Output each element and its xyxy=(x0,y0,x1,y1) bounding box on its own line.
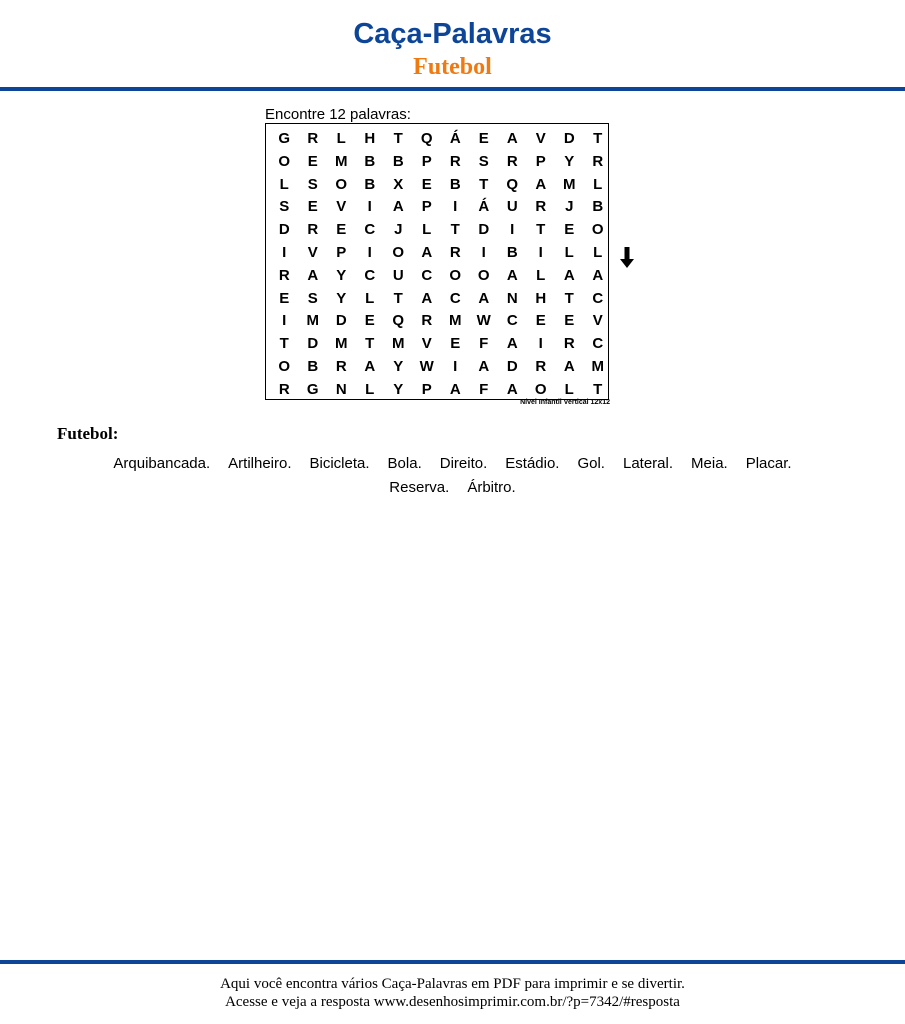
grid-cell: T xyxy=(393,289,403,307)
grid-cell: H xyxy=(364,130,376,147)
word-list xyxy=(40,452,865,499)
grid-cell: P xyxy=(421,380,432,398)
grid-cell: L xyxy=(564,380,574,398)
grid-cell: U xyxy=(506,198,518,216)
grid-cell: R xyxy=(307,130,319,147)
grid-cell: A xyxy=(478,357,490,375)
grid-cell: O xyxy=(392,243,405,261)
grid-cell: C xyxy=(364,266,376,284)
grid-cell: S xyxy=(478,152,489,170)
grid-cell: S xyxy=(307,289,318,307)
grid-cell: A xyxy=(506,335,518,353)
grid-cell: O xyxy=(278,357,291,375)
grid-cell: P xyxy=(421,152,432,170)
grid-cell: C xyxy=(506,312,518,330)
grid-cell: C xyxy=(421,266,433,284)
grid-cell: R xyxy=(449,243,461,261)
grid-cell: E xyxy=(535,312,546,330)
grid-row xyxy=(270,174,612,197)
word-list-item: Direito. xyxy=(439,455,488,472)
grid-cell: A xyxy=(449,380,461,398)
grid-cell: C xyxy=(449,289,461,307)
grid-cell: A xyxy=(506,130,518,147)
arrow-down-icon xyxy=(619,247,635,269)
grid-cell: E xyxy=(564,221,575,239)
grid-cell: C xyxy=(592,289,604,307)
header-divider xyxy=(0,87,905,91)
grid-cell: I xyxy=(453,198,458,216)
grid-cell: D xyxy=(563,130,575,147)
grid-cell: B xyxy=(592,198,604,216)
grid-cell: I xyxy=(481,243,486,261)
grid-cell: D xyxy=(478,221,490,239)
grid-cell: I xyxy=(510,221,515,239)
grid-cell: O xyxy=(591,221,604,239)
grid-cell: N xyxy=(506,289,518,307)
grid-cell: R xyxy=(421,312,433,330)
grid-cell: E xyxy=(478,130,489,147)
grid-cell: T xyxy=(365,335,375,353)
grid-cell: L xyxy=(564,243,574,261)
grid-cell: G xyxy=(278,130,291,147)
word-list-title: Futebol: xyxy=(57,424,119,443)
grid-cell: T xyxy=(564,289,574,307)
grid-cell: C xyxy=(364,221,376,239)
grid-cell: X xyxy=(393,175,404,193)
grid-cell: T xyxy=(393,130,403,147)
grid-cell: W xyxy=(419,357,434,375)
grid-cell: A xyxy=(592,266,604,284)
grid-cell: H xyxy=(535,289,547,307)
grid-cell: R xyxy=(506,152,518,170)
grid-cell: E xyxy=(307,198,318,216)
word-list-item: Bicicleta. xyxy=(309,455,370,472)
grid-cell: R xyxy=(449,152,461,170)
grid-cell: Y xyxy=(393,380,404,398)
grid-cell: V xyxy=(592,312,603,330)
grid-cell: F xyxy=(479,335,489,353)
word-list-item: Estádio. xyxy=(505,455,560,472)
grid-cell: R xyxy=(278,380,290,398)
grid-cell: A xyxy=(506,266,518,284)
grid-cell: Q xyxy=(392,312,405,330)
grid-cell: O xyxy=(449,266,462,284)
grid-cell: I xyxy=(367,243,372,261)
grid-cell: Y xyxy=(336,289,347,307)
grid-cell: L xyxy=(365,380,375,398)
grid-cell: V xyxy=(421,335,432,353)
grid-cell: M xyxy=(563,175,576,193)
puzzle-instruction: Encontre 12 palavras: xyxy=(265,106,411,123)
grid-cell: I xyxy=(538,243,543,261)
grid-cell: T xyxy=(593,130,603,147)
grid-cell: A xyxy=(478,289,490,307)
footer-line-1: Aqui você encontra vários Caça-Palavras em PDF para imprimir e se divertir. xyxy=(220,976,685,992)
grid-cell: P xyxy=(421,198,432,216)
grid-cell: R xyxy=(535,198,547,216)
word-list-item: Árbitro. xyxy=(467,478,516,496)
grid-cell: O xyxy=(278,152,291,170)
grid-cell: Á xyxy=(478,198,490,216)
grid-cell: D xyxy=(506,357,518,375)
grid-cell: D xyxy=(307,335,319,353)
grid-cell: R xyxy=(592,152,604,170)
letter-grid xyxy=(270,128,612,402)
grid-row xyxy=(270,333,612,356)
grid-cell: J xyxy=(565,198,574,216)
grid-cell: O xyxy=(335,175,348,193)
grid-cell: E xyxy=(450,335,461,353)
grid-cell: D xyxy=(278,221,290,239)
grid-cell: E xyxy=(564,312,575,330)
grid-cell: M xyxy=(335,335,348,353)
grid-cell: Á xyxy=(449,130,461,147)
grid-cell: E xyxy=(279,289,290,307)
grid-cell: A xyxy=(535,175,547,193)
footer-divider xyxy=(0,960,905,964)
grid-cell: I xyxy=(282,243,287,261)
grid-cell: V xyxy=(307,243,318,261)
grid-cell: Y xyxy=(393,357,404,375)
grid-cell: R xyxy=(307,221,319,239)
grid-cell: E xyxy=(364,312,375,330)
grid-cell: A xyxy=(563,357,575,375)
grid-cell: M xyxy=(335,152,348,170)
grid-cell: E xyxy=(336,221,347,239)
grid-row xyxy=(270,196,612,219)
grid-cell: L xyxy=(365,289,375,307)
word-list-item: Artilheiro. xyxy=(228,455,292,472)
grid-cell: V xyxy=(336,198,347,216)
grid-cell: R xyxy=(535,357,547,375)
grid-cell: I xyxy=(282,312,287,330)
grid-cell: Q xyxy=(420,130,433,147)
grid-cell: Y xyxy=(564,152,575,170)
grid-cell: A xyxy=(506,380,518,398)
grid-cell: O xyxy=(534,380,547,398)
grid-cell: L xyxy=(593,243,603,261)
grid-cell: A xyxy=(307,266,319,284)
grid-cell: B xyxy=(307,357,319,375)
grid-row xyxy=(270,242,612,265)
grid-cell: I xyxy=(367,198,372,216)
grid-row xyxy=(270,128,612,151)
grid-cell: V xyxy=(535,130,546,147)
grid-cell: R xyxy=(335,357,347,375)
word-list-item: Bola. xyxy=(387,455,422,472)
grid-cell: L xyxy=(336,130,346,147)
grid-cell: A xyxy=(421,243,433,261)
grid-cell: U xyxy=(392,266,404,284)
grid-cell: I xyxy=(453,357,458,375)
grid-cell: B xyxy=(364,152,376,170)
word-list-item: Placar. xyxy=(745,455,792,472)
grid-cell: L xyxy=(422,221,432,239)
grid-cell: F xyxy=(479,380,489,398)
grid-cell: G xyxy=(306,380,319,398)
level-label: Nível Infantil Vertical 12x12 xyxy=(520,399,610,406)
grid-cell: T xyxy=(450,221,460,239)
word-list-item: Gol. xyxy=(577,455,605,472)
grid-cell: T xyxy=(279,335,289,353)
grid-row xyxy=(270,151,612,174)
grid-cell: T xyxy=(479,175,489,193)
grid-cell: N xyxy=(335,380,347,398)
grid-cell: M xyxy=(449,312,462,330)
grid-cell: A xyxy=(392,198,404,216)
grid-cell: M xyxy=(392,335,405,353)
grid-cell: Q xyxy=(506,175,519,193)
grid-cell: T xyxy=(593,380,603,398)
grid-cell: E xyxy=(421,175,432,193)
letter-grid-frame xyxy=(265,123,609,400)
grid-row xyxy=(270,265,612,288)
grid-cell: J xyxy=(394,221,403,239)
grid-cell: T xyxy=(536,221,546,239)
grid-cell: M xyxy=(306,312,319,330)
grid-cell: A xyxy=(563,266,575,284)
grid-cell: E xyxy=(307,152,318,170)
grid-row xyxy=(270,288,612,311)
grid-cell: B xyxy=(364,175,376,193)
grid-row xyxy=(270,356,612,379)
grid-cell: D xyxy=(335,312,347,330)
grid-cell: L xyxy=(593,175,603,193)
grid-cell: W xyxy=(476,312,491,330)
grid-cell: B xyxy=(506,243,518,261)
grid-cell: R xyxy=(278,266,290,284)
grid-row xyxy=(270,219,612,242)
grid-cell: A xyxy=(364,357,376,375)
grid-cell: L xyxy=(279,175,289,193)
grid-cell: A xyxy=(421,289,433,307)
word-list-item: Meia. xyxy=(691,455,728,472)
word-list-item: Lateral. xyxy=(622,455,674,472)
footer-line-2: Acesse e veja a resposta www.desenhosimprimir.com.br/?p=7342/#resposta xyxy=(225,994,680,1010)
grid-cell: P xyxy=(535,152,546,170)
grid-cell: O xyxy=(477,266,490,284)
grid-cell: Y xyxy=(336,266,347,284)
grid-cell: P xyxy=(336,243,347,261)
word-list-item: Reserva. xyxy=(389,478,450,496)
grid-cell: S xyxy=(307,175,318,193)
grid-row xyxy=(270,310,612,333)
grid-cell: B xyxy=(449,175,461,193)
page-subtitle: Futebol xyxy=(413,54,492,80)
grid-cell: I xyxy=(538,335,543,353)
grid-cell: R xyxy=(563,335,575,353)
grid-cell: L xyxy=(536,266,546,284)
word-list-item: Arquibancada. xyxy=(113,455,211,472)
grid-cell: S xyxy=(279,198,290,216)
page-title: Caça-Palavras xyxy=(353,18,552,50)
grid-cell: B xyxy=(392,152,404,170)
grid-cell: C xyxy=(592,335,604,353)
grid-cell: M xyxy=(591,357,604,375)
